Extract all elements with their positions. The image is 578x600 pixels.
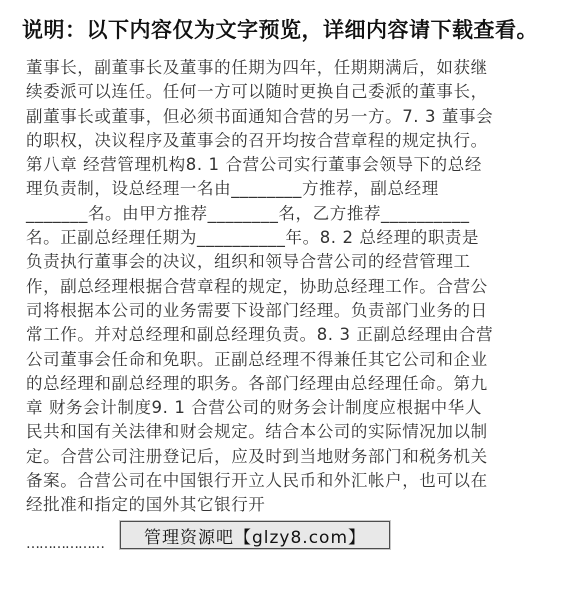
document-text xyxy=(26,56,556,518)
document-line: 民共和国有关法律和财会规定。结合本公司的实际情况加以制 xyxy=(26,422,488,442)
document-line: 定。合营公司注册登记后，应及时到当地财务部门和税务机关 xyxy=(26,446,488,466)
document-line: 负责执行董事会的决议，组织和领导合营公司的经营管理工 xyxy=(26,252,471,272)
site-watermark-banner[interactable]: 管理资源吧【glzy8.com】 xyxy=(120,521,390,549)
document-line: 作，副总经理根据合营章程的规定，协助总经理工作。合营公 xyxy=(26,276,488,296)
document-line: 第八章 经营管理机构8. 1 合营公司实行董事会领导下的总经 xyxy=(26,155,482,175)
document-line: 常工作。并对总经理和副总经理负责。8. 3 正副总经理由合营 xyxy=(26,325,494,345)
document-line: 续委派可以连任。任何一方可以随时更换自己委派的董事长， xyxy=(26,82,488,102)
document-line: 的总经理和副总经理的职务。各部门经理由总经理任命。第九 xyxy=(26,373,488,393)
preview-notice: 说明：以下内容仅为文字预览，详细内容请下载查看。 xyxy=(22,18,538,42)
document-line: 章 财务会计制度9. 1 合营公司的财务会计制度应根据中华人 xyxy=(26,398,482,418)
document-line: 的职权，决议程序及董事会的召开均按合营章程的规定执行。 xyxy=(26,130,488,150)
document-line: 董事长，副董事长及董事的任期为四年，任期期满后，如获继 xyxy=(26,58,488,77)
truncation-ellipsis: ……………… xyxy=(26,536,104,552)
document-line: 经批准和指定的国外其它银行开 xyxy=(26,495,266,515)
document-line: _______名。由甲方推荐________名，乙方推荐__________ xyxy=(26,203,470,223)
document-line: 备案。合营公司在中国银行开立人民币和外汇帐户，也可以在 xyxy=(26,471,488,491)
document-line: 公司董事会任命和免职。正副总经理不得兼任其它公司和企业 xyxy=(26,349,488,369)
document-line: 名。正副总经理任期为__________年。8. 2 总经理的职责是 xyxy=(26,228,480,248)
document-line: 司将根据本公司的业务需要下设部门经理。负责部门业务的日 xyxy=(26,300,488,320)
document-line: 理负责制，设总经理一名由________方推荐，副总经理 xyxy=(26,179,439,199)
document-line: 副董事长或董事，但必须书面通知合营的另一方。7. 3 董事会 xyxy=(26,106,494,126)
